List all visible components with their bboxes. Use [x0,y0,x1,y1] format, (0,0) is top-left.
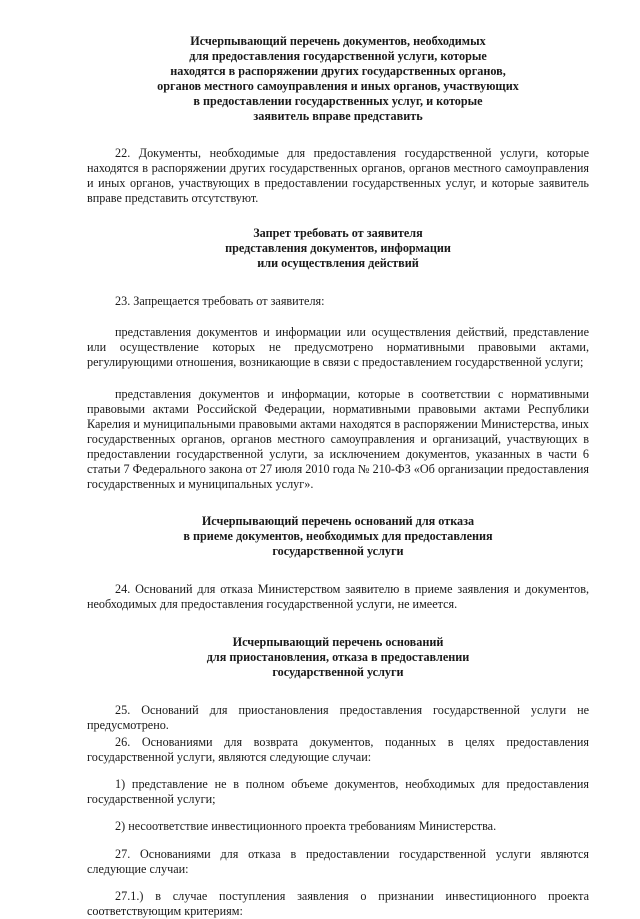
paragraph-23: 23. Запрещается требовать от заявителя: [115,294,325,308]
heading-line: заявитель вправе представить [253,109,423,123]
paragraph-26: 26. Основаниями для возврата документов, поданных в целях предоставления государственной услуги, являются следующие случаи: [87,735,589,764]
heading-line: в предоставлении государственных услуг, и которые [193,94,483,108]
document-body [87,34,589,919]
heading-refusal-acceptance [87,514,589,559]
paragraph-26-item-1: 1) представление не в полном объеме документов, необходимых для предоставления государственной услуги; [87,777,589,806]
paragraph-26-item-2: 2) несоответствие инвестиционного проекта требованиям Министерства. [115,819,497,833]
heading-line: для предоставления государственной услуги, которые [189,49,487,63]
paragraph-25: 25. Оснований для приостановления предоставления государственной услуги не предусмотрено. [87,703,589,732]
heading-line: Исчерпывающий перечень оснований для отказа [201,514,475,528]
heading-line: государственной услуги [272,544,404,558]
heading-line: для приостановления, отказа в предоставлении [206,650,470,664]
paragraph-23-item-2: представления документов и информации, которые в соответствии с нормативными правовыми актами Российской Федерации, нормативными правовыми актами Республики Карелия и муниципальными правовыми актами находятся в распоряжении Министерства, иных государственных органов, органов местного самоуправления и организаций, участвующих в предоставлении государственной услуги, за исключением документов, указанных в части 6 статьи 7 Федерального закона от 27 июля 2010 года № 210-ФЗ «Об организации предоставления государственных и муниципальных услуг». [87,387,589,491]
heading-documents-list [87,34,589,124]
heading-line: Запрет требовать от заявителя [253,226,423,240]
heading-line: органов местного самоуправления и иных органов, участвующих [157,79,519,93]
heading-suspension [87,635,589,680]
paragraph-27: 27. Основаниями для отказа в предоставлении государственной услуги являются следующие случаи: [87,847,589,876]
paragraph-23-item-1: представления документов и информации или осуществления действий, представление или осуществление которых не предусмотрено нормативными правовыми актами, регулирующими отношения, возникающие в связи с предоставлением государственной услуги; [87,325,589,369]
heading-line: в приеме документов, необходимых для предоставления [183,529,493,543]
heading-line: находятся в распоряжении других государственных органов, [170,64,506,78]
paragraph-24: 24. Оснований для отказа Министерством заявителю в приеме заявления и документов, необходимых для предоставления государственной услуги, не имеется. [87,582,589,611]
heading-line: государственной услуги [272,665,404,679]
paragraph-22: 22. Документы, необходимые для предоставления государственной услуги, которые находятся в распоряжении других государственных органов, органов местного самоуправления и иных органов, участвующих в предоставлении государственных услуг, и которые заявитель вправе представить отсутствуют. [87,146,589,205]
heading-prohibition [87,226,589,271]
heading-line: Исчерпывающий перечень оснований [232,635,444,649]
heading-line: представления документов, информации [225,241,451,255]
heading-line: или осуществления действий [257,256,419,270]
paragraph-27-1: 27.1.) в случае поступления заявления о признании инвестиционного проекта соответствующим критериям: [87,889,589,918]
heading-line: Исчерпывающий перечень документов, необходимых [190,34,486,48]
